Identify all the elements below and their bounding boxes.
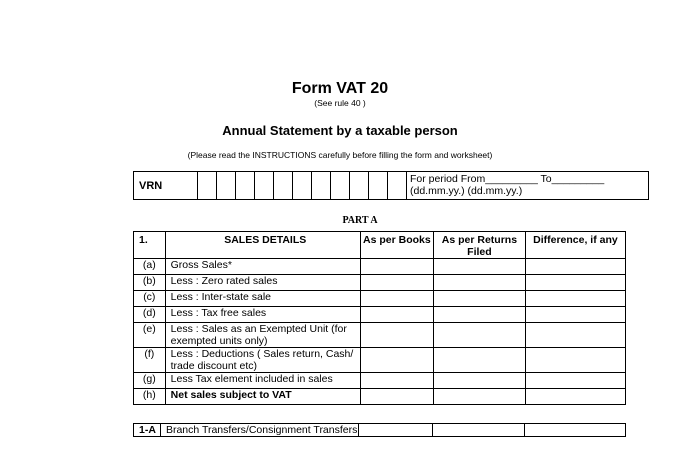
vrn-label: VRN — [134, 172, 198, 200]
period-field[interactable] — [407, 172, 649, 200]
row-id: (a) — [134, 259, 166, 275]
form-title: Form VAT 20 — [291, 80, 389, 97]
part-label: PART A — [342, 215, 378, 226]
sales-details-header: SALES DETAILS — [165, 232, 360, 259]
rule-reference: (See rule 40 ) — [314, 98, 366, 108]
table-row — [134, 373, 626, 389]
vrn-digit-box[interactable] — [255, 172, 274, 200]
books-cell[interactable] — [360, 259, 433, 275]
sales-details-table — [133, 231, 626, 405]
books-cell[interactable] — [358, 424, 432, 437]
returns-cell[interactable] — [433, 348, 525, 373]
vrn-digit-box[interactable] — [331, 172, 350, 200]
vrn-digit-box[interactable] — [293, 172, 312, 200]
table-row — [134, 424, 626, 437]
row-id: (e) — [134, 323, 166, 348]
row-label: Less : Sales as an Exempted Unit (for exempted units only) — [165, 323, 360, 348]
vrn-digit-box[interactable] — [369, 172, 388, 200]
row-id: (b) — [134, 275, 166, 291]
row-label: Less : Zero rated sales — [165, 275, 360, 291]
table-row — [134, 348, 626, 373]
difference-cell[interactable] — [525, 307, 625, 323]
difference-header: Difference, if any — [525, 232, 625, 259]
vrn-digit-box[interactable] — [217, 172, 236, 200]
difference-cell[interactable] — [525, 348, 625, 373]
difference-cell[interactable] — [525, 275, 625, 291]
books-cell[interactable] — [360, 275, 433, 291]
row-label: Less : Deductions ( Sales return, Cash/ trade discount etc) — [165, 348, 360, 373]
section-number: 1. — [134, 232, 166, 259]
row-label: Less : Inter-state sale — [165, 291, 360, 307]
books-cell[interactable] — [360, 373, 433, 389]
vrn-digit-box[interactable] — [312, 172, 331, 200]
returns-cell[interactable] — [432, 424, 525, 437]
row-label: Less Tax element included in sales — [165, 373, 360, 389]
difference-cell[interactable] — [525, 291, 625, 307]
books-cell[interactable] — [360, 323, 433, 348]
books-cell[interactable] — [360, 307, 433, 323]
vrn-digit-box[interactable] — [236, 172, 255, 200]
table-header-row — [134, 232, 626, 259]
vrn-digit-box[interactable] — [388, 172, 407, 200]
vrn-digit-box[interactable] — [274, 172, 293, 200]
period-line-2: (dd.mm.yy.) (dd.mm.yy.) — [410, 185, 523, 197]
books-cell[interactable] — [360, 389, 433, 405]
difference-cell[interactable] — [525, 389, 625, 405]
as-per-returns-header: As per Returns Filed — [433, 232, 525, 259]
returns-cell[interactable] — [433, 389, 525, 405]
returns-cell[interactable] — [433, 373, 525, 389]
difference-cell[interactable] — [525, 259, 625, 275]
table-row — [134, 275, 626, 291]
row-id: (f) — [134, 348, 166, 373]
table-row — [134, 291, 626, 307]
vrn-table — [133, 171, 649, 200]
period-line-1: For period From_________ To_________ — [410, 173, 605, 185]
books-cell[interactable] — [360, 348, 433, 373]
difference-cell[interactable] — [525, 424, 626, 437]
row-id: 1-A — [134, 424, 161, 437]
returns-cell[interactable] — [433, 307, 525, 323]
row-label: Net sales subject to VAT — [165, 389, 360, 405]
vrn-digit-box[interactable] — [198, 172, 217, 200]
row-label: Branch Transfers/Consignment Transfers — [160, 424, 358, 437]
returns-cell[interactable] — [433, 323, 525, 348]
returns-cell[interactable] — [433, 291, 525, 307]
returns-cell[interactable] — [433, 275, 525, 291]
instructions-note: (Please read the INSTRUCTIONS carefully before filling the form and worksheet) — [187, 150, 493, 160]
table-row — [134, 259, 626, 275]
row-id: (h) — [134, 389, 166, 405]
row-id: (c) — [134, 291, 166, 307]
branch-transfer-table — [133, 423, 626, 437]
row-id: (g) — [134, 373, 166, 389]
difference-cell[interactable] — [525, 323, 625, 348]
table-row — [134, 307, 626, 323]
row-label: Gross Sales* — [165, 259, 360, 275]
row-id: (d) — [134, 307, 166, 323]
returns-cell[interactable] — [433, 259, 525, 275]
as-per-books-header: As per Books — [360, 232, 433, 259]
books-cell[interactable] — [360, 291, 433, 307]
difference-cell[interactable] — [525, 373, 625, 389]
table-row — [134, 389, 626, 405]
form-heading: Annual Statement by a taxable person — [222, 123, 458, 138]
table-row — [134, 323, 626, 348]
vrn-digit-box[interactable] — [350, 172, 369, 200]
row-label: Less : Tax free sales — [165, 307, 360, 323]
